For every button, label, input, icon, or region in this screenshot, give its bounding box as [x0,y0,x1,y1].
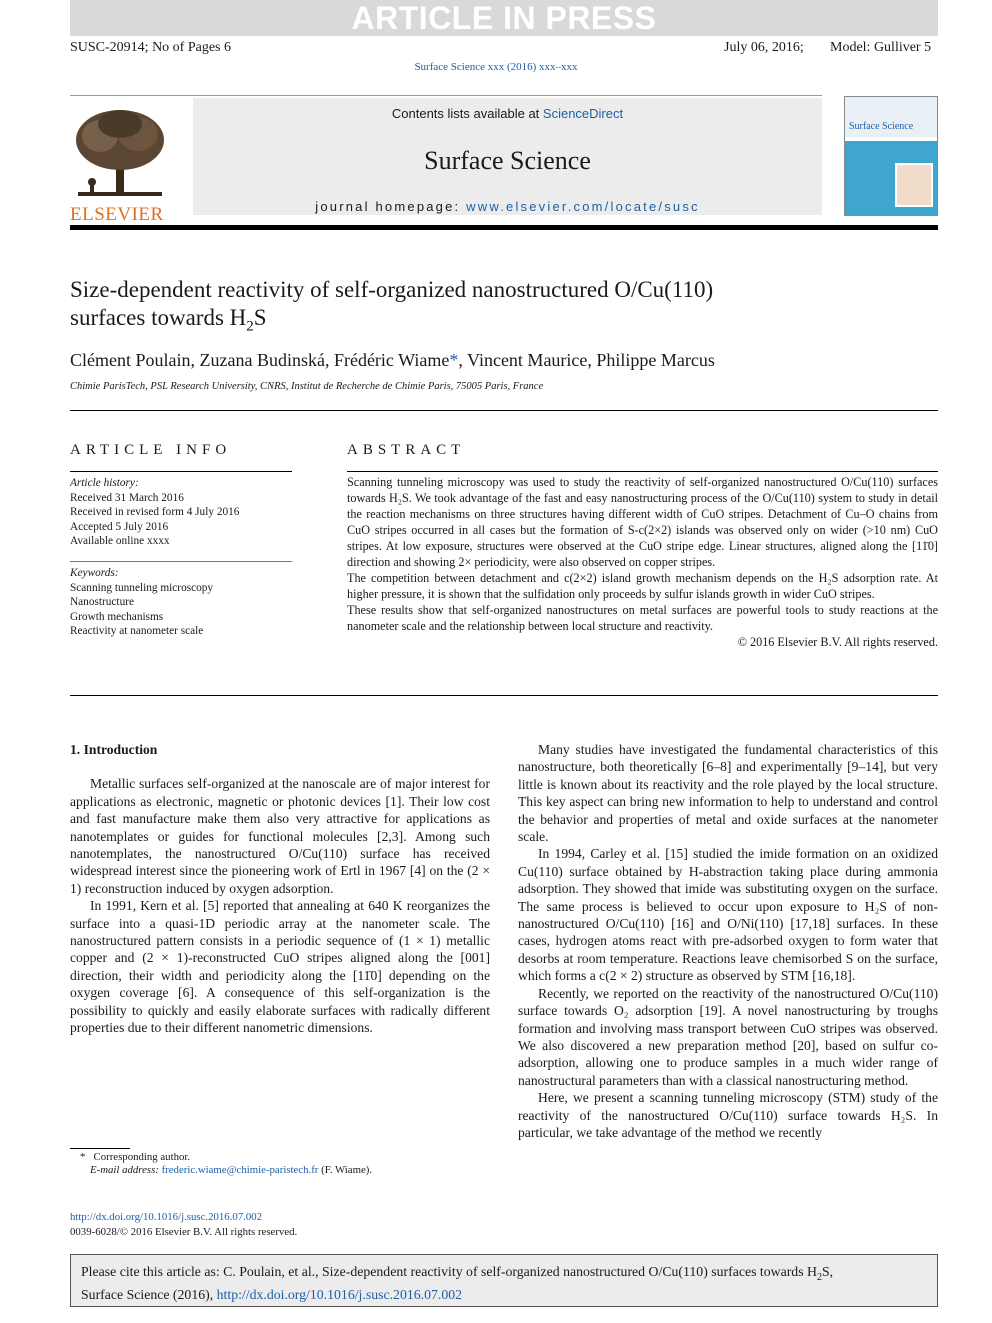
citation-box: Please cite this article as: C. Poulain, et al., Size-dependent reactivity of self-organized nanostructured O/Cu(110) surfaces towards $H_2S$, Surface Science (2016), http://dx.doi.org/10.1016/j.susc.2016.07.002 [70,1254,938,1307]
email-link[interactable]: frederic.wiame@chimie-paristech.fr [161,1164,319,1176]
abstract-text: Scanning tunneling microscopy was used to study the reactivity of self-organized nanostructured O/Cu(110) surfaces towards H₂S. We took advantage of the fast and easy nanostructuring process of the O/Cu(110) system to study in detail the reaction mechanisms on three structures having different width of CuO stripes. Detachment of Cu–O chains from CuO stripes occurred in all cases but the formation of S-c(2×2) islands was observed only on wider (>10 nm) CuO stripes. At low exposure, structures were observed at the CuO stripe edge. Linear structures, aligned along the [11̄0] direction and showing 2× periodicity, were also observed on copper stripes. The competition between detachment and c(2×2) island growth mechanism depends on the H₂S adsorption rate. At higher pressure, it is shown that the sulfidation only proceeds by sulfur islands growth in wider CuO stripes. These results show that self-organized nanostructures on metal surfaces are powerful tools to study reactions at the nanometer scale and the relationship between local structure and reactivity. © 2016 Elsevier B.V. All rights reserved. [347,475,938,649]
divider [70,410,938,411]
elsevier-logo[interactable] [70,106,170,225]
footnote: * Corresponding author. E-mail address: frederic.wiame@chimie-paristech.fr (F. Wiame). [80,1151,373,1176]
doi-link[interactable]: http://dx.doi.org/10.1016/j.susc.2016.07.002 [70,1211,263,1223]
abstract-heading: ABSTRACT [347,442,466,458]
affiliation: Chimie ParisTech, PSL Research University, CNRS, Institut de Recherche de Chimie Paris, 75005 Paris, France [70,381,544,392]
manuscript-id: SUSC-20914; No of Pages 6 [70,40,232,55]
journal-reference[interactable]: Surface Science xxx (2016) xxx–xxx [414,61,578,73]
article-info-heading: ARTICLE INFO [70,442,232,458]
body-left-column: 1. Introduction Metallic surfaces self-organized at the nanoscale are of major interest for applications as electronic, magnetic or photonic devices [1]. Their low cost and fast manufacture make them also very attractive for applications as nanotemplates or guides for functional molecules [2,3]. Among such nanotemplates, the nanostructured O/Cu(110) surface has received widespread interest since the pioneering work of Ertl in 1967 [4] on the (2 × 1) reconstruction induced by oxygen adsorption. In 1991, Kern et al. [5] reported that annealing at 640 K reorganizes the surface into a quasi-1D periodic array at the nanometer scale. The nanostructured pattern consists in a periodic sequence of (1 × 1) metallic copper and (2 × 1)-reconstructed CuO stripes aligned along the [001] direction, their width and periodicity along the [11̄0] depending on the oxygen coverage [6]. A consequence of this self-organization is the possibility to quickly and easily elaborate surfaces with radically different properties due to their different nanometric dimensions. [70,742,490,1036]
cover-portrait [895,163,933,207]
sciencedirect-link[interactable]: ScienceDirect [542,106,624,121]
author-list: Clément Poulain, Zuzana Budinská, Frédéric Wiame*, Vincent Maurice, Philippe Marcus [70,350,715,370]
corresponding-author-marker[interactable]: * [449,350,459,370]
divider [70,561,292,562]
article-in-press-banner: ARTICLE IN PRESS [70,0,938,36]
footnote-rule [70,1148,130,1149]
copyright: © 2016 Elsevier B.V. All rights reserved. [737,635,938,649]
article-title: Size-dependent reactivity of self-organized nanostructured O/Cu(110) surfaces towards $H_2S$ [70,277,714,335]
header-bottom-rule [70,225,938,230]
journal-homepage: journal homepage: www.elsevier.com/locate/susc [315,199,700,214]
manuscript-date: July 06, 2016; [724,40,804,55]
homepage-link[interactable]: www.elsevier.com/locate/susc [466,199,700,214]
body-right-column: Many studies have investigated the fundamental characteristics of this nanostructure, both theoretically [6–8] and experimentally [9–14], but very little is known about its reactivity and the role played by the local structure. This key aspect can bring new information to help to understand and control the behavior and properties of metal and oxide surfaces at the nanometer scale. In 1994, Carley et al. [15] studied the imide formation on an oxidized Cu(110) surface obtained by H-abstraction taking place during ammonia adsorption. They showed that imide was substituting oxygen on the surface. The same process is believed to occur upon exposure to H₂S of non-nanostructured O/Cu(110) [16] and O/Ni(110) [17,18] surfaces. In these cases, hydrogen atoms react with pre-adsorbed oxygen to form water that desorbs at room temperature. Reactions leave chemisorbed S on the surface, which forms a c(2 × 2) structure as observed by STM [16,18]. Recently, we reported on the reactivity of the nanostructured O/Cu(110) surface towards O₂ adsorption [19]. A novel nanostructuring by troughs formation and involving mass transport between CuO stripes was observed. We also discovered a new preparation method [20], based on sulfur co-adsorption, allowing one to produce samples in a much wider range of nanostructural parameters than with a classical nanostructuring method. Here, we present a scanning tunneling microscopy (STM) study of the reactivity of the nanostructured O/Cu(110) surface towards H₂S. In particular, we take advantage of the method we recently [518,742,938,1140]
contents-line: Contents lists available at ScienceDirect [391,106,624,121]
divider [70,695,938,696]
article-history: Article history: Received 31 March 2016 Received in revised form 4 July 2016 Accepted 5 July 2016 Available online xxxx [70,477,240,547]
divider [70,471,292,472]
journal-cover[interactable] [844,96,938,216]
elsevier-tree-icon [70,106,170,202]
divider [347,471,938,472]
section-heading: 1. Introduction [70,742,158,757]
citation-doi-link[interactable]: http://dx.doi.org/10.1016/j.susc.2016.07.002 [216,1286,463,1302]
elsevier-wordmark: ELSEVIER [70,204,164,225]
keywords: Keywords: Scanning tunneling microscopy Nanostructure Growth mechanisms Reactivity at nanometer scale [70,567,214,637]
model-label: Model: Gulliver 5 [830,40,932,55]
header-top-rule [70,95,822,96]
journal-title: Surface Science [424,146,591,175]
cover-title: Surface Science [849,121,914,132]
issn-line: 0039-6028/© 2016 Elsevier B.V. All rights reserved. [70,1226,298,1238]
